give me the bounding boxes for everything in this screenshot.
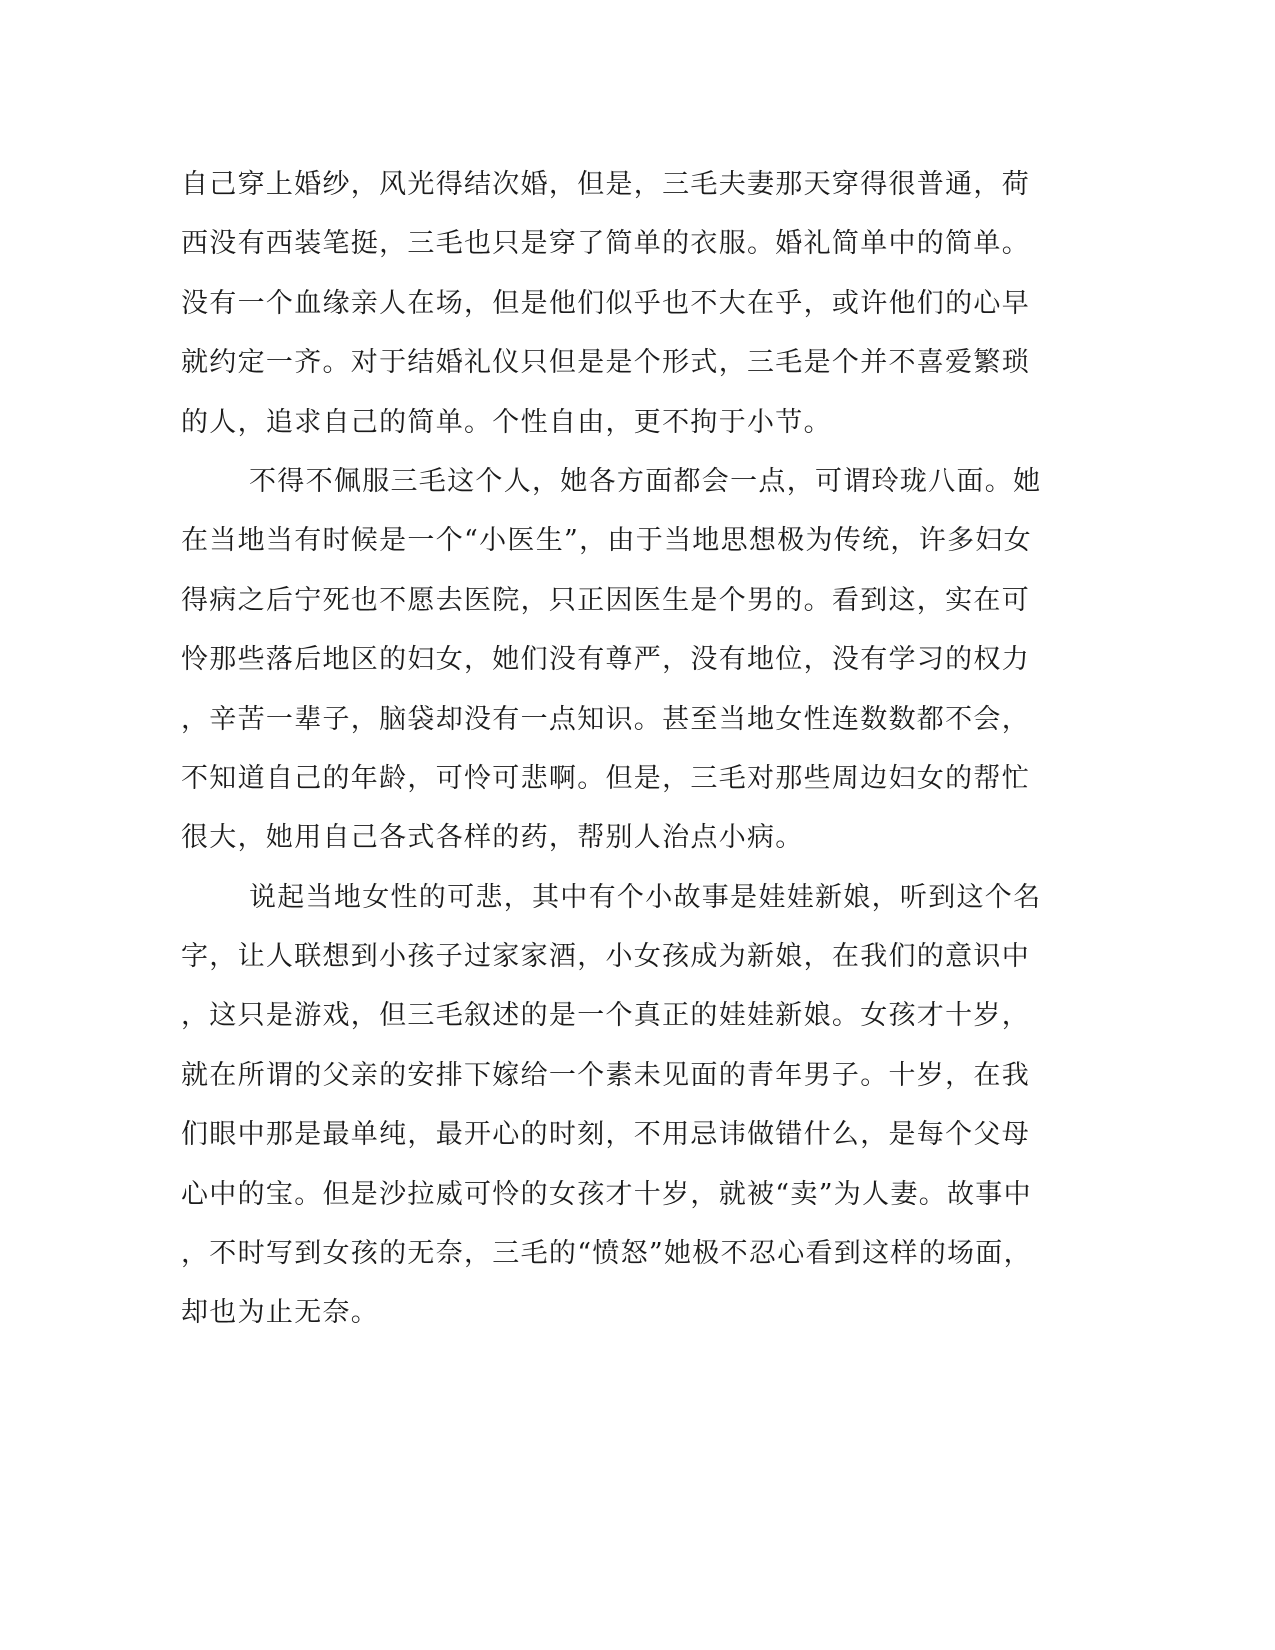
text-line: 字，让人联想到小孩子过家家酒，小女孩成为新娘，在我们的意识中 [181,941,1030,973]
text-line: 自己穿上婚纱，风光得结次婚，但是，三毛夫妻那天穿得很普通，荷 [181,169,1030,200]
text-line: ，不时写到女孩的无奈，三毛的“愤怒”她极不忍心看到这样的场面， [181,1238,1032,1270]
text-line: 却也为止无奈。 [181,1297,380,1329]
text-line: 们眼中那是最单纯，最开心的时刻，不用忌讳做错什么，是每个父母 [181,1119,1030,1151]
text-line: 不知道自己的年龄，可怜可悲啊。但是，三毛对那些周边妇女的帮忙 [181,762,1030,794]
text-line: 西没有西装笔挺，三毛也只是穿了简单的衣服。婚礼简单中的简单。 [181,228,1030,260]
text-line: ，辛苦一辈子，脑袋却没有一点知识。甚至当地女性连数数都不会， [181,703,1030,735]
text-line: 就在所谓的父亲的安排下嫁给一个素未见面的青年男子。十岁，在我 [181,1059,1030,1091]
text-line: 得病之后宁死也不愿去医院，只正因医生是个男的。看到这，实在可 [181,584,1030,616]
paragraph-first-line: 说起当地女性的可悲，其中有个小故事是娃娃新娘，听到这个名 [249,881,1042,913]
text-line: 心中的宝。但是沙拉威可怜的女孩才十岁，就被“卖”为人妻。故事中 [181,1178,1032,1210]
body-text [181,155,1041,1343]
text-line: 就约定一齐。对于结婚礼仪只但是是个形式，三毛是个并不喜爱繁琐 [181,347,1030,379]
text-line: 的人，追求自己的简单。个性自由，更不拘于小节。 [181,406,832,438]
text-line: 很大，她用自己各式各样的药，帮别人治点小病。 [181,822,804,854]
text-line: 怜那些落后地区的妇女，她们没有尊严，没有地位，没有学习的权力 [181,644,1030,676]
paragraph-first-line: 不得不佩服三毛这个人，她各方面都会一点，可谓玲珑八面。她 [249,465,1042,497]
text-line: ，这只是游戏，但三毛叙述的是一个真正的娃娃新娘。女孩才十岁， [181,1000,1030,1032]
text-line: 没有一个血缘亲人在场，但是他们似乎也不大在乎，或许他们的心早 [181,287,1030,319]
text-line: 在当地当有时候是一个“小医生”，由于当地思想极为传统，许多妇女 [181,525,1032,557]
